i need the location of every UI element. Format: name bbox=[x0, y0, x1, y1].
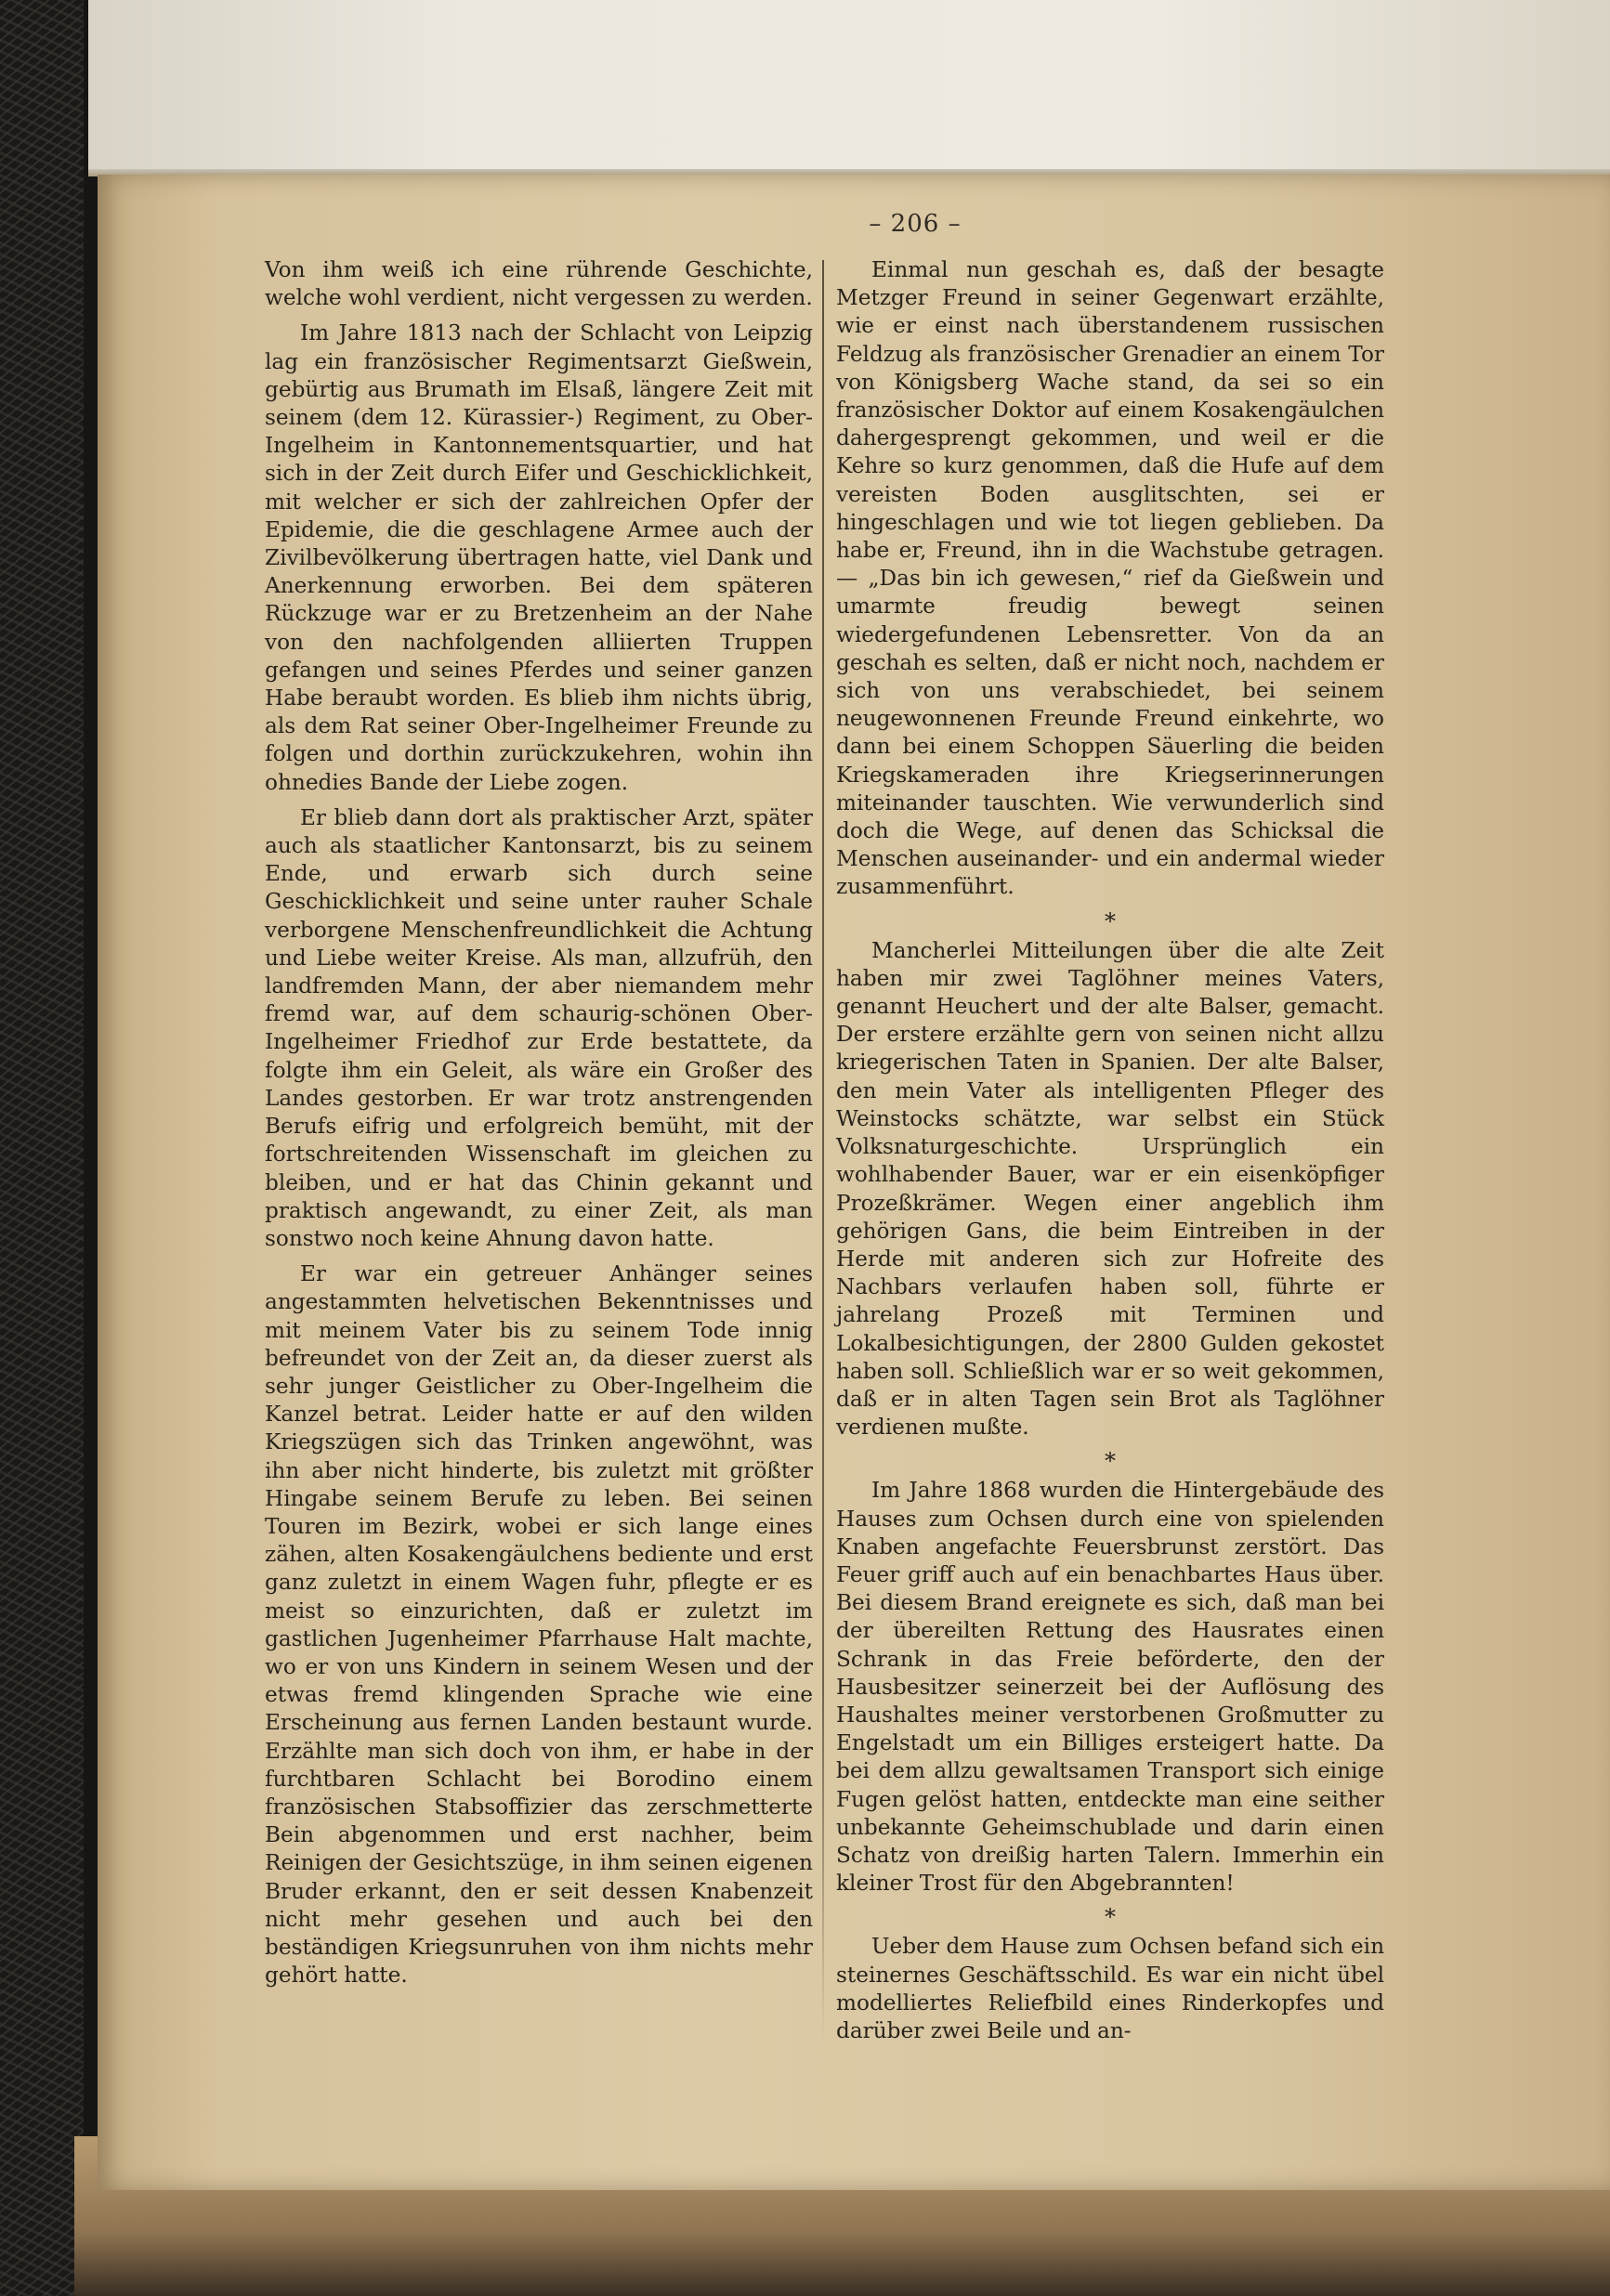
section-separator: * bbox=[1105, 1904, 1116, 1931]
paragraph: Im Jahre 1813 nach der Schlacht von Leipzig lag ein französischer Regimentsarzt Gießwein, gebürtig aus Brumath im Elsaß, längere Zeit mit seinem (dem 12. Kürassier-) Regiment, zu Ober-Ingelheim in Kantonnementsquartier, und hat sich in der Zeit durch Eifer und Geschicklichkeit, mit welcher er sich der zahlreichen Opfer der Epidemie, die die geschlagene Armee auch der Zivilbevölkerung übertragen hatte, viel Dank und Anerkennung erworben. Bei dem späteren Rückzuge war er zu Bretzenheim an der Nahe von den nachfolgenden alliierten Truppen gefangen und seines Pferdes und seiner ganzen Habe beraubt worden. Es blieb ihm nichts übrig, als dem Rat seiner Ober-Ingelheimer Freunde zu folgen und dorthin zurückzukehren, wohin ihn ohnedies Bande der Liebe zogen. bbox=[265, 320, 813, 795]
page-sheet bbox=[98, 175, 1610, 2190]
left-column bbox=[265, 256, 813, 1997]
paragraph: Einmal nun geschah es, daß der besagte Metzger Freund in seiner Gegenwart erzählte, wie er einst nach überstandenem russischen Feldzug als französischer Grenadier an einem Tor von Königsberg Wache stand, da sei so ein französischer Doktor auf einem Kosakengäulchen dahergesprengt gekommen, und weil er die Kehre so kurz genommen, daß die Hufe auf dem vereisten Boden ausglitschten, sei er hingeschlagen und wie tot liegen geblieben. Da habe er, Freund, ihn in die Wachstube getragen. — „Das bin ich gewesen,“ rief da Gießwein und umarmte freudig bewegt seinen wiedergefundenen Lebensretter. Von da an geschah es selten, daß er nicht noch, nachdem er sich von uns verabschiedet, bei seinem neugewonnenen Freunde Freund einkehrte, wo dann bei einem Schoppen Säuerling die beiden Kriegskameraden ihre Kriegserinnerungen miteinander tauschten. Wie verwunderlich sind doch die Wege, auf denen das Schicksal die Menschen auseinander- und ein andermal wieder zusammenführt. bbox=[836, 257, 1384, 900]
page-number: – 206 – bbox=[869, 210, 962, 238]
paragraph: Mancherlei Mitteilungen über die alte Zeit haben mir zwei Taglöhner meines Vaters, genannt Heuchert und der alte Balser, gemacht. Der erstere erzählte gern von seinen nicht allzu kriegerischen Taten in Spanien. Der alte Balser, den mein Vater als intelligenten Pfleger des Weinstocks schätzte, war selbst ein Stück Volksnaturgeschichte. Ursprünglich ein wohlhabender Bauer, war er ein eisenköpfiger Prozeßkrämer. Wegen einer angeblich ihm gehörigen Gans, die beim Eintreiben in der Herde mit anderen sich zur Hofreite des Nachbars verlaufen haben soll, führte er jahrelang Prozeß mit Terminen und Lokalbesichtigungen, der 2800 Gulden gekostet haben soll. Schließlich war er so weit gekommen, daß er in alten Tagen sein Brot als Taglöhner verdienen mußte. bbox=[836, 937, 1384, 1441]
paragraph: Er blieb dann dort als praktischer Arzt, später auch als staatlicher Kantonsarzt, bis zu seinem Ende, und erwarb sich durch seine Geschicklichkeit und seine unter rauher Schale verborgene Menschenfreundlichkeit die Achtung und Liebe weiter Kreise. Als man, allzufrüh, den landfremden Mann, der aber niemandem mehr fremd war, auf dem schaurig-schönen Ober-Ingelheimer Friedhof zur Erde bestattete, da folgte ihm ein Geleit, als wäre ein Großer des Landes gestorben. Er war trotz anstrengenden Berufs eifrig und erfolgreich bemüht, mit der fortschreitenden Wissenschaft im gleichen zu bleiben, und er hat das Chinin gekannt und praktisch angewandt, zu einer Zeit, als man sonstwo noch keine Ahnung davon hatte. bbox=[265, 804, 813, 1251]
section-separator: * bbox=[1105, 1448, 1116, 1475]
paragraph: Im Jahre 1868 wurden die Hintergebäude des Hauses zum Ochsen durch eine von spielenden Knaben angefachte Feuersbrunst zerstört. Das Feuer griff auch auf ein benachbartes Haus über. Bei diesem Brand ereignete es sich, daß man bei der übereilten Rettung des Hausrates einen Schrank in das Freie beförderte, den der Hausbesitzer seinerzeit bei der Auflösung des Haushaltes meiner verstorbenen Großmutter zu Engelstadt um ein Billiges ersteigert hatte. Da bei dem allzu gewaltsamen Transport sich einige Fugen gelöst hatten, entdeckte man eine seither unbekannte Geheimschublade und darin einen Schatz von dreißig harten Talern. Immerhin ein kleiner Trost für den Abgebrannten! bbox=[836, 1478, 1384, 1897]
paragraph: Ueber dem Hause zum Ochsen befand sich ein steinernes Geschäftsschild. Es war ein nicht übel modelliertes Reliefbild eines Rinderkopfes und darüber zwei Beile und an- bbox=[836, 1934, 1384, 2043]
column-divider bbox=[822, 260, 824, 2043]
paragraph: Er war ein getreuer Anhänger seines angestammten helvetischen Bekenntnisses und mit meinem Vater bis zu seinem Tode innig befreundet von der Zeit an, da dieser zuerst als sehr junger Geistlicher zu Ober-Ingelheim die Kanzel betrat. Leider hatte er auf den wilden Kriegszügen sich das Trinken angewöhnt, was ihn aber nicht hinderte, bis zuletzt mit größter Hingabe seinem Berufe zu leben. Bei seinen Touren im Bezirk, wobei er sich lange eines zähen, alten Kosakengäulchens bediente und erst ganz zuletzt in einem Wagen fuhr, pflegte er es meist so einzurichten, daß er zuletzt im gastlichen Jugenheimer Pfarrhause Halt machte, wo er von uns Kindern in seinem Wesen und der etwas fremd klingenden Sprache wie eine Erscheinung aus fernen Landen bestaunt wurde. Erzählte man sich doch von ihm, er habe in der furchtbaren Schlacht bei Borodino einem französischen Stabsoffizier das zerschmetterte Bein abgenommen und erst nachher, beim Reinigen der Gesichtszüge, in ihm seinen eigenen Bruder erkannt, den er seit dessen Knabenzeit nicht mehr gesehen und auch bei den beständigen Kriegsunruhen von ihm nichts mehr gehört hatte. bbox=[265, 1261, 813, 1989]
section-separator: * bbox=[1105, 907, 1116, 934]
right-column bbox=[836, 256, 1384, 2053]
book-binding bbox=[0, 0, 84, 2296]
paragraph: Von ihm weiß ich eine rührende Geschichte, welche wohl verdient, nicht vergessen zu werden. bbox=[265, 257, 813, 311]
next-page-edge bbox=[88, 0, 1610, 176]
